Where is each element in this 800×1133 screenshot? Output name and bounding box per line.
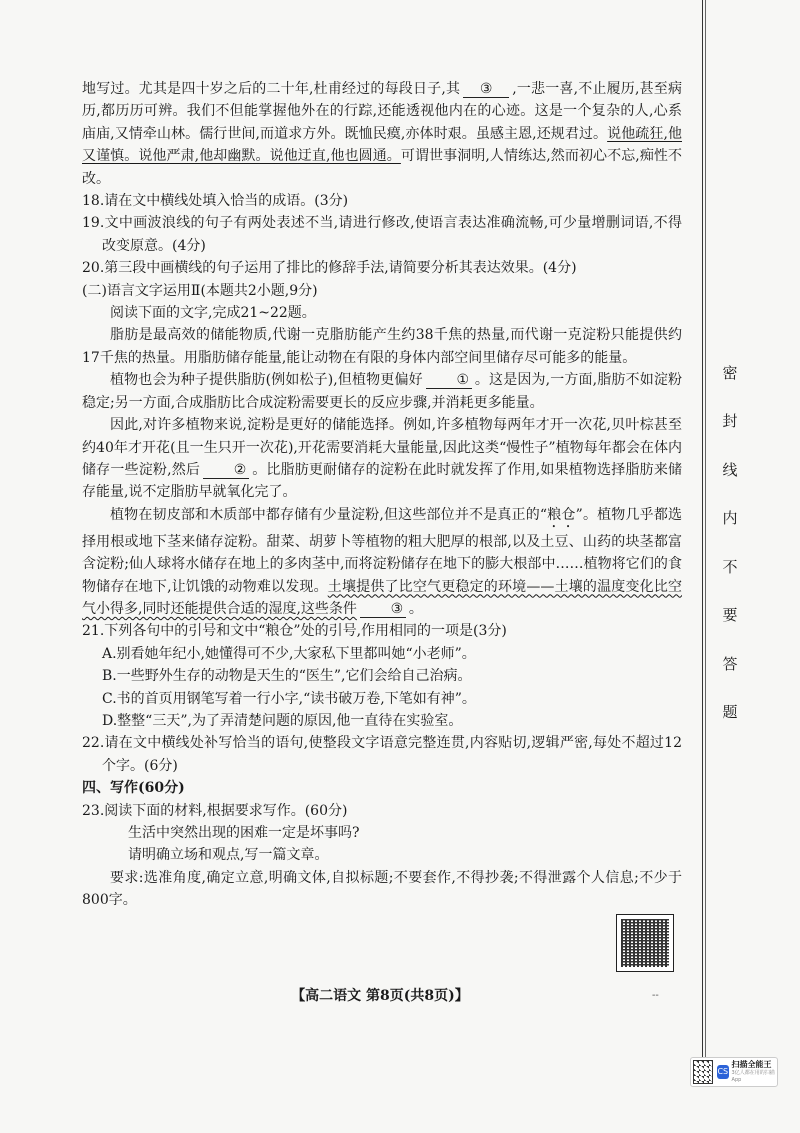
section-heading-writing: 四、写作(60分) [82, 780, 185, 797]
text-paragraph-2: 植物也会为种子提供脂肪(例如松子),但植物更偏好 ① 。这是因为,一方面,脂肪不如淀粉稳定;另一方面,合成脂肪比合成淀粉需要更长的反应步骤,并消耗更多能量。 [82, 372, 682, 411]
passage-paragraph: 地写过。尤其是四十岁之后的二十年,杜甫经过的每段日子,其 ③ ,一悲一喜,不止履历,甚至病历,都历历可辨。我们不但能掌握他外在的行踪,还能透视他内在的心迹。这是一个复杂的人,心系庙庙,又情牵山林。儒行世间,而道求方外。既恤民瘼,亦体时艰。虽感主恩,还规君过。说他疏狂,他又谨慎。说他严肃,他却幽默。说他迂直,他也圆通。可谓世事洞明,人情练达,然而初心不忘,痴性不改。 [82, 81, 682, 187]
question-23: 23.阅读下面的材料,根据要求写作。(60分) [82, 802, 348, 819]
answer-blank-3[interactable]: ③ [463, 81, 509, 98]
option-b[interactable]: B.一些野外生存的动物是天生的“医生”,它们会给自己治病。 [102, 668, 472, 685]
page-footer: 【高二语文 第8页(共8页)】 [291, 988, 469, 1004]
text-paragraph-1: 脂肪是最高效的储能物质,代谢一克脂肪能产生约38千焦的热量,而代谢一克淀粉只能提供约17千焦的热量。用脂肪储存能量,能让动物在有限的身体内部空间里储存尽可能多的能量。 [82, 327, 682, 366]
question-19: 19.文中画波浪线的句子有两处表述不当,请进行修改,使语言表达准确流畅,可少量增删词语,不得改变原意。(4分) [82, 215, 682, 254]
option-c[interactable]: C.书的首页用钢笔写着一行小字,“读书破万卷,下笔如有神”。 [102, 690, 476, 707]
answer-blank-3b[interactable]: ③ [360, 601, 406, 618]
binding-line-inner [705, 0, 706, 1080]
answer-blank-1[interactable]: ① [426, 372, 472, 389]
binding-line [702, 0, 703, 1080]
material-line-2: 请明确立场和观点,写一篇文章。 [128, 847, 329, 864]
text-paragraph-4: 植物在韧皮部和木质部中都存储有少量淀粉,但这些部位并不是真正的“粮仓”。植物几乎都选择用根或地下茎来储存淀粉。甜菜、胡萝卜等植物的粗大肥厚的根部,以及土豆、山药的块茎都富含淀粉;仙人球将水储存在地上的多肉茎中,而将淀粉储存在地下的膨大根部中……植物将它们的食物储存在地下,让饥饿的动物难以发现。土壤提供了比空气更稳定的环境——土壤的温度变化比空气小得多,同时还能提供合适的湿度,这些条件 ③ 。 [82, 506, 682, 617]
sealing-line-notice: 密 封 线 内 不 要 答 题 [722, 364, 738, 721]
scanner-watermark-badge [690, 1057, 778, 1087]
question-18: 18.请在文中横线处填入恰当的成语。(3分) [82, 193, 349, 210]
option-a[interactable]: A.别看她年纪小,她懂得可不少,大家私下里都叫她“小老师”。 [102, 645, 476, 662]
wavy-underlined-sentence: 土壤提供了比空气更稳定的环境——土壤的温度变化比空气小得多,同时还能提供合适的湿度,这些条件 [82, 578, 682, 617]
camscanner-logo-icon: CS [717, 1065, 728, 1079]
question-20: 20.第三段中画横线的句子运用了排比的修辞手法,请简要分析其表达效果。(4分) [82, 260, 577, 277]
dotted-word: 粮仓 [547, 506, 576, 523]
question-21-stem: 21.下列各句中的引号和文中“粮仓”处的引号,作用相同的一项是(3分) [82, 623, 507, 640]
page-mark: -- [652, 990, 659, 1001]
badge-title: 扫描全能王 [731, 1060, 772, 1069]
badge-qr-icon [693, 1060, 713, 1084]
badge-subtitle: 3亿人都在用的扫描App [731, 1070, 775, 1083]
question-22: 22.请在文中横线处补写恰当的语句,使整段文字语意完整连贯,内容贴切,逻辑严密,每处不超过12个字。(6分) [82, 735, 682, 774]
text-paragraph-3: 因此,对许多植物来说,淀粉是更好的储能选择。例如,许多植物每两年才开一次花,贝叶棕甚至约40年才开花(且一生只开一次花),开花需要消耗大量能量,因此这类“慢性子”植物每年都会在体内储存一些淀粉,然后 ② 。比脂肪更耐储存的淀粉在此时就发挥了作用,如果植物选择脂肪来储存能量,说不定脂肪早就氧化完了。 [82, 417, 682, 501]
exam-content [82, 78, 682, 912]
option-d[interactable]: D.整整“三天”,为了弄清楚问题的原因,他一直待在实验室。 [102, 712, 463, 729]
reading-instruction: 阅读下面的文字,完成21~22题。 [110, 305, 316, 322]
answer-blank-2[interactable]: ② [203, 462, 249, 479]
writing-requirement: 要求:选准角度,确定立意,明确文体,自拟标题;不要套作,不得抄袭;不得泄露个人信息;不少于800字。 [82, 869, 682, 909]
section-heading-language-2: (二)语言文字运用Ⅱ(本题共2小题,9分) [82, 282, 318, 299]
qr-code-icon [616, 914, 674, 972]
underlined-sentence: 说他疏狂,他又谨慎。说他严肃,他却幽默。说他迂直,他也圆通。 [82, 125, 682, 165]
material-line-1: 生活中突然出现的困难一定是坏事吗? [128, 825, 360, 841]
